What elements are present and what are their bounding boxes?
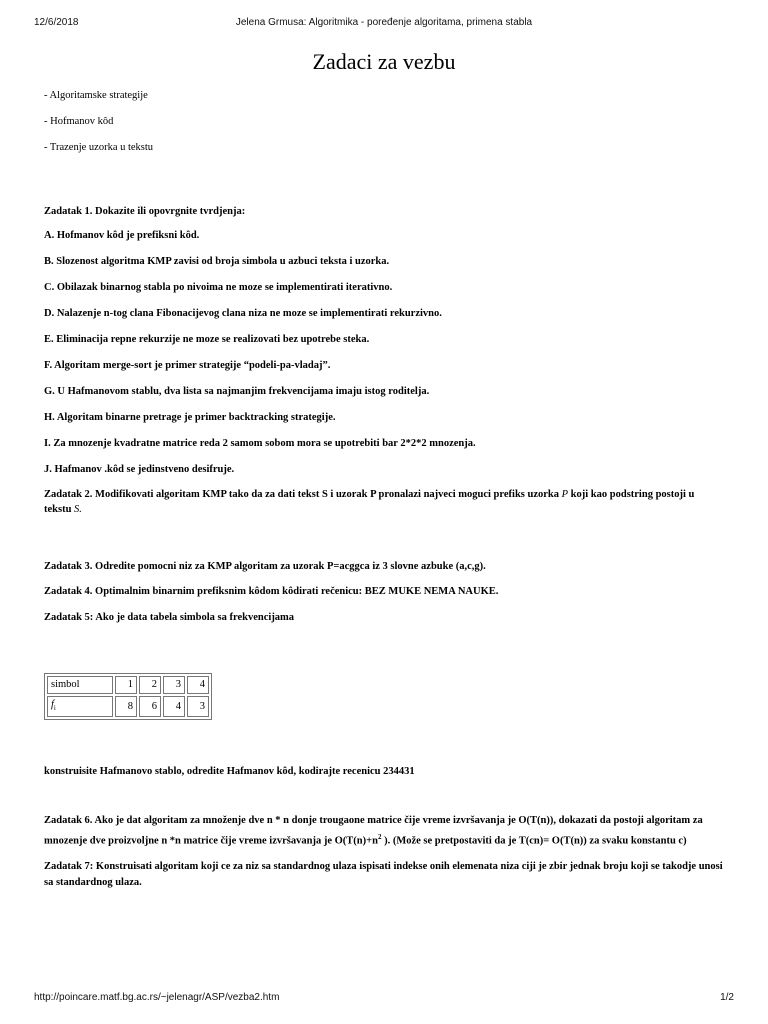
claim-d: D. Nalazenje n-tog clana Fibonacijevog clana niza ne moze se implementirati rekurzivno. — [44, 308, 442, 319]
topic-item: - Algoritamske strategije — [44, 90, 148, 101]
table-cell: 2 — [139, 676, 161, 694]
task-6 — [44, 813, 724, 850]
topic-item: - Trazenje uzorka u tekstu — [44, 142, 154, 153]
task-2-pattern-var: P — [561, 489, 569, 500]
table-cell: 6 — [139, 696, 161, 717]
table-cell: 1 — [115, 676, 137, 694]
topic-list — [44, 89, 724, 167]
claim-e: E. Eliminacija repne rekurzije ne moze se realizovati bez upotrebe steka. — [44, 334, 370, 345]
print-url: http://poincare.matf.bg.ac.rs/~jelenagr/ASP/vezba2.htm — [34, 992, 280, 1003]
task-2-text-var: S — [74, 504, 80, 515]
task-5-heading: Zadatak 5: Ako je data tabela simbola sa frekvencijama — [44, 612, 295, 623]
print-header — [0, 17, 768, 33]
frequency-symbol: f — [51, 699, 54, 710]
table-cell: 3 — [187, 696, 209, 717]
frequency-subscript: i — [53, 704, 56, 713]
claim-b: B. Slozenost algoritma KMP zavisi od broja simbola u azbuci teksta i uzorka. — [44, 256, 390, 267]
table-cell: 4 — [163, 696, 185, 717]
task-5-instructions: konstruisite Hafmanovo stablo, odredite Hafmanov kôd, kodirajte recenicu 234431 — [44, 766, 415, 778]
print-title: Jelena Grmusa: Algoritmika - poređenje algoritama, primena stabla — [235, 17, 533, 28]
table-row — [47, 696, 209, 717]
print-date: 12/6/2018 — [34, 17, 79, 28]
print-footer — [0, 992, 768, 1008]
claim-h: H. Algoritam binarne pretrage je primer backtracking strategije. — [44, 412, 336, 423]
claim-j: J. Hafmanov .kôd se jedinstveno desifruje. — [44, 464, 235, 475]
claim-f: F. Algoritam merge-sort je primer strategije “podeli-pa-vladaj”. — [44, 360, 331, 371]
task-1-claims — [44, 229, 724, 489]
claim-g: G. U Hafmanovom stablu, dva lista sa najmanjim frekvencijama imaju istog roditelja. — [44, 386, 430, 397]
task-2-text-2: koji kao podstring postoji u tekstu — [44, 489, 695, 515]
frequency-table — [44, 673, 212, 720]
task-2-end: . — [79, 504, 82, 515]
claim-i: I. Za mnozenje kvadratne matrice reda 2 samom sobom mora se upotrebiti bar 2*2*2 mnozenja. — [44, 438, 476, 449]
page-title: Zadaci za vezbu — [312, 49, 456, 74]
claim-c: C. Obilazak binarnog stabla po nivoima ne moze se implementirati iterativno. — [44, 282, 393, 293]
task-2 — [44, 487, 724, 517]
table-cell-label — [47, 696, 113, 717]
task-3: Zadatak 3. Odredite pomocni niz za KMP algoritam za uzorak P=acggca iz 3 slovne azbuke (a,c,g). — [44, 561, 486, 572]
claim-a: A. Hofmanov kôd je prefiksni kôd. — [44, 230, 200, 241]
task-7: Zadatak 7: Konstruisati algoritam koji ce za niz sa standardnog ulaza ispisati indekse onih elemenata niza ciji je zbir jednak broju koji se takodje unosi sa standardnog ulaza. — [44, 860, 723, 888]
document-body — [44, 44, 724, 891]
task-6-text-2: ). (Može se pretpostaviti da je T(cn)= O(T(n)) za svaku konstantu c) — [381, 835, 687, 847]
table-cell-label: simbol — [47, 676, 113, 694]
page-number: 1/2 — [720, 992, 734, 1003]
task-6-exponent: 2 — [377, 833, 382, 842]
task-4: Zadatak 4. Optimalnim binarnim prefiksnim kôdom kôdirati rečenicu: BEZ MUKE NEMA NAUKE. — [44, 586, 499, 597]
table-cell: 3 — [163, 676, 185, 694]
topic-item: - Hofmanov kôd — [44, 116, 114, 127]
task-1-heading: Zadatak 1. Dokazite ili opovrgnite tvrdjenja: — [44, 206, 246, 217]
task-2-text-1: Zadatak 2. Modifikovati algoritam KMP tako da za dati tekst S i uzorak P pronalazi najveci moguci prefiks uzorka — [44, 489, 562, 500]
table-cell: 4 — [187, 676, 209, 694]
table-row — [47, 676, 209, 694]
task-6-text-1: Zadatak 6. Ako je dat algoritam za množenje dve n * n donje trougaone matrice čije vreme izvršavanja je O(T(n)), dokazati da postoji algoritam za mnozenje dve proizvoljne n *n matrice čije vreme izvršavanja je O(T(n)+n — [44, 815, 703, 847]
table-cell: 8 — [115, 696, 137, 717]
